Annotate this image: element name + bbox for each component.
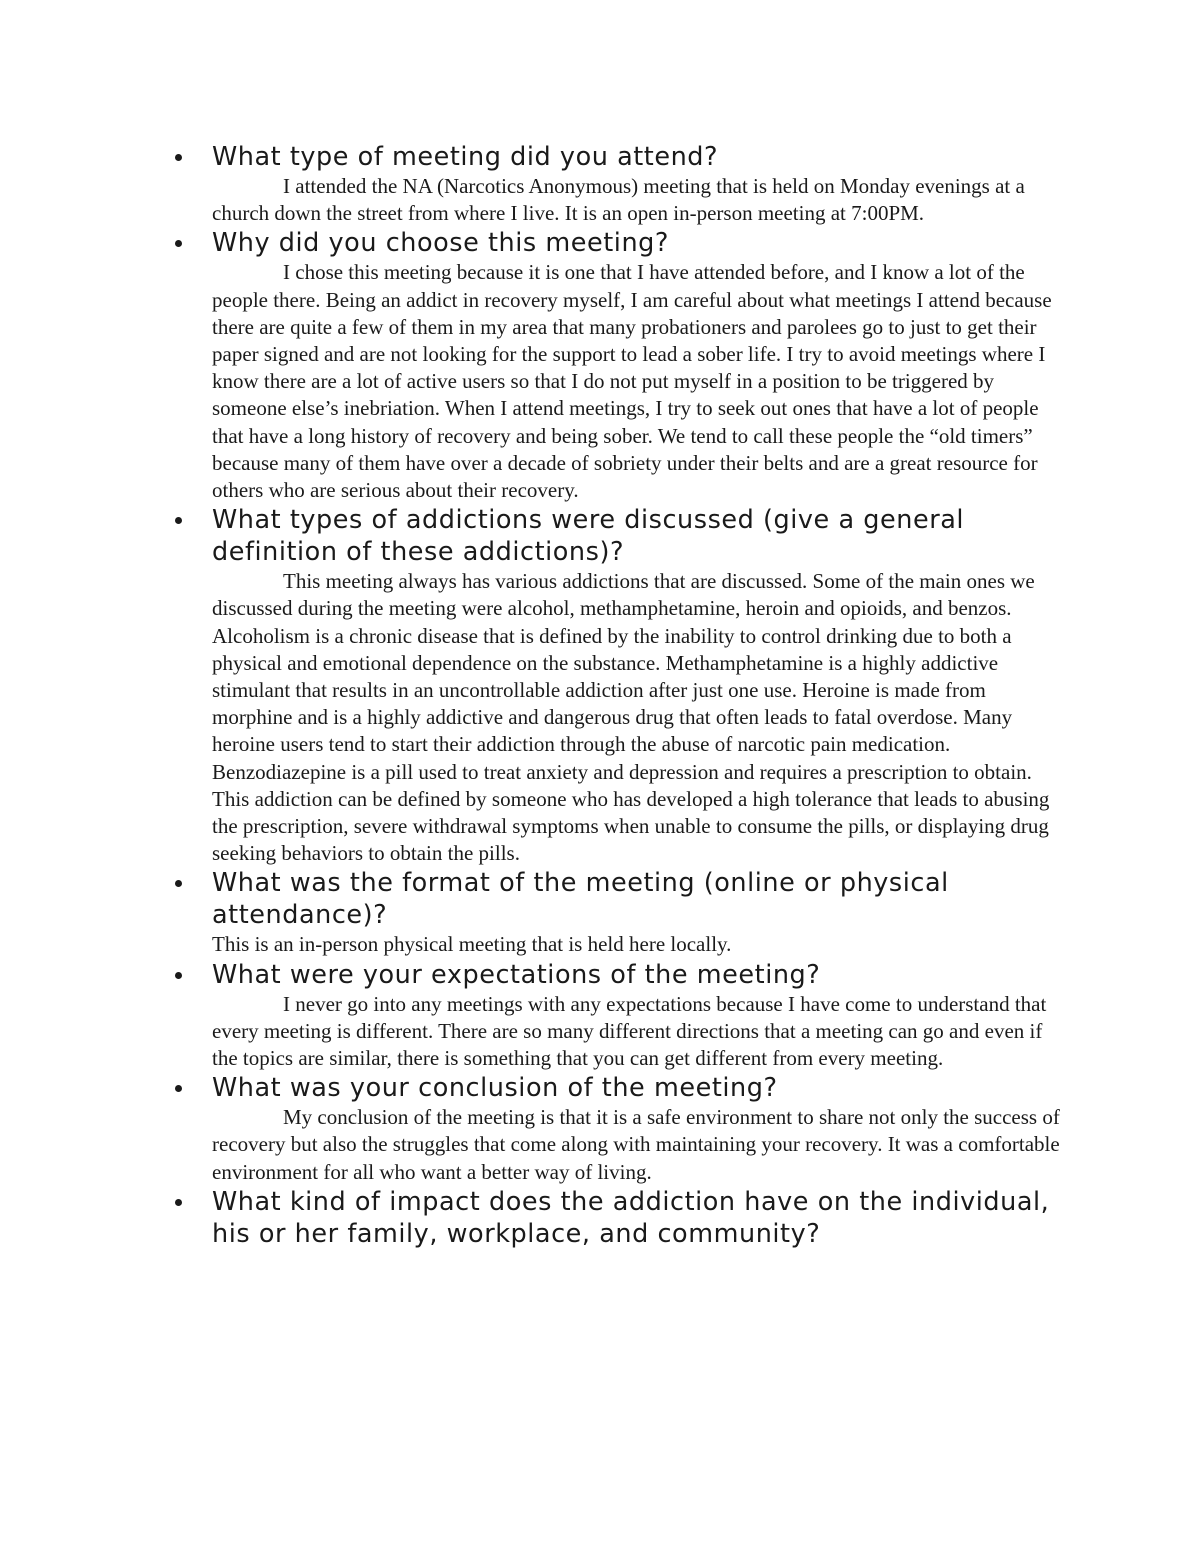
list-item	[212, 227, 1062, 504]
bullet-icon	[175, 240, 182, 247]
list-item	[212, 867, 1062, 958]
bullet-icon	[175, 1085, 182, 1092]
question-heading: What kind of impact does the addiction have on the individual, his or her family, workplace, and community?	[212, 1186, 1050, 1249]
question-heading: What types of addictions were discussed (give a general definition of these addictions)?	[212, 505, 965, 568]
question-heading: What type of meeting did you attend?	[212, 142, 719, 172]
list-item	[212, 959, 1062, 1073]
list-item	[212, 141, 1062, 227]
answer-paragraph: My conclusion of the meeting is that it is a safe environment to share not only the success of recovery but also the struggles that come along with maintaining your recovery. It was a comfortable environment for all who want a better way of living.	[212, 1105, 1060, 1184]
answer-paragraph: I attended the NA (Narcotics Anonymous) meeting that is held on Monday evenings at a church down the street from where I live. It is an open in-person meeting at 7:00PM.	[212, 174, 1025, 226]
list-item	[212, 504, 1062, 867]
question-heading: Why did you choose this meeting?	[212, 228, 669, 259]
question-list	[212, 141, 1062, 1250]
bullet-icon	[175, 517, 182, 524]
bullet-icon	[175, 1199, 182, 1206]
question-heading: What was your conclusion of the meeting?	[212, 1073, 778, 1104]
question-heading: What was the format of the meeting (online or physical attendance)?	[212, 868, 949, 931]
list-item	[212, 1072, 1062, 1186]
answer-paragraph: This is an in-person physical meeting that is held here locally.	[212, 932, 732, 957]
list-item	[212, 1186, 1062, 1250]
answer-paragraph: I never go into any meetings with any expectations because I have come to understand that every meeting is different. There are so many different directions that a meeting can go and even if the topics are similar, there is something that you can get different from every meeting.	[212, 991, 1047, 1071]
answer-paragraph: I chose this meeting because it is one that I have attended before, and I know a lot of the people there. Being an addict in recovery myself, I am careful about what meetings I attend because there are quite a few of them in my area that many probationers and parolees go to just to get their paper signed and are not looking for the support to lead a sober life. I try to avoid meetings where I know there are a lot of active users so that I do not put myself in a position to be triggered by someone else’s inebriation. When I attend meetings, I try to seek out ones that have a lot of people that have a long history of recovery and being sober. We tend to call these people the “old timers” because many of them have over a decade of sobriety under their belts and are a great resource for others who are serious about their recovery.	[212, 260, 1052, 503]
bullet-icon	[175, 972, 182, 979]
bullet-icon	[175, 154, 182, 161]
question-heading: What were your expectations of the meeting?	[212, 959, 821, 990]
answer-paragraph: This meeting always has various addictions that are discussed. Some of the main ones we discussed during the meeting were alcohol, methamphetamine, heroin and opioids, and benzos. Alcoholism is a chronic disease that is defined by the inability to control drinking due to both a physical and emotional dependence on the substance. Methamphetamine is a highly addictive stimulant that results in an uncontrollable addiction after just one use. Heroine is made from morphine and is a highly addictive and dangerous drug that often leads to fatal overdose. Many heroine users tend to start their addiction through the abuse of narcotic pain medication. Benzodiazepine is a pill used to treat anxiety and depression and requires a prescription to obtain. This addiction can be defined by someone who has developed a high tolerance that leads to abusing the prescription, severe withdrawal symptoms when unable to consume the pills, or displaying drug seeking behaviors to obtain the pills.	[212, 569, 1050, 866]
bullet-icon	[175, 880, 182, 887]
